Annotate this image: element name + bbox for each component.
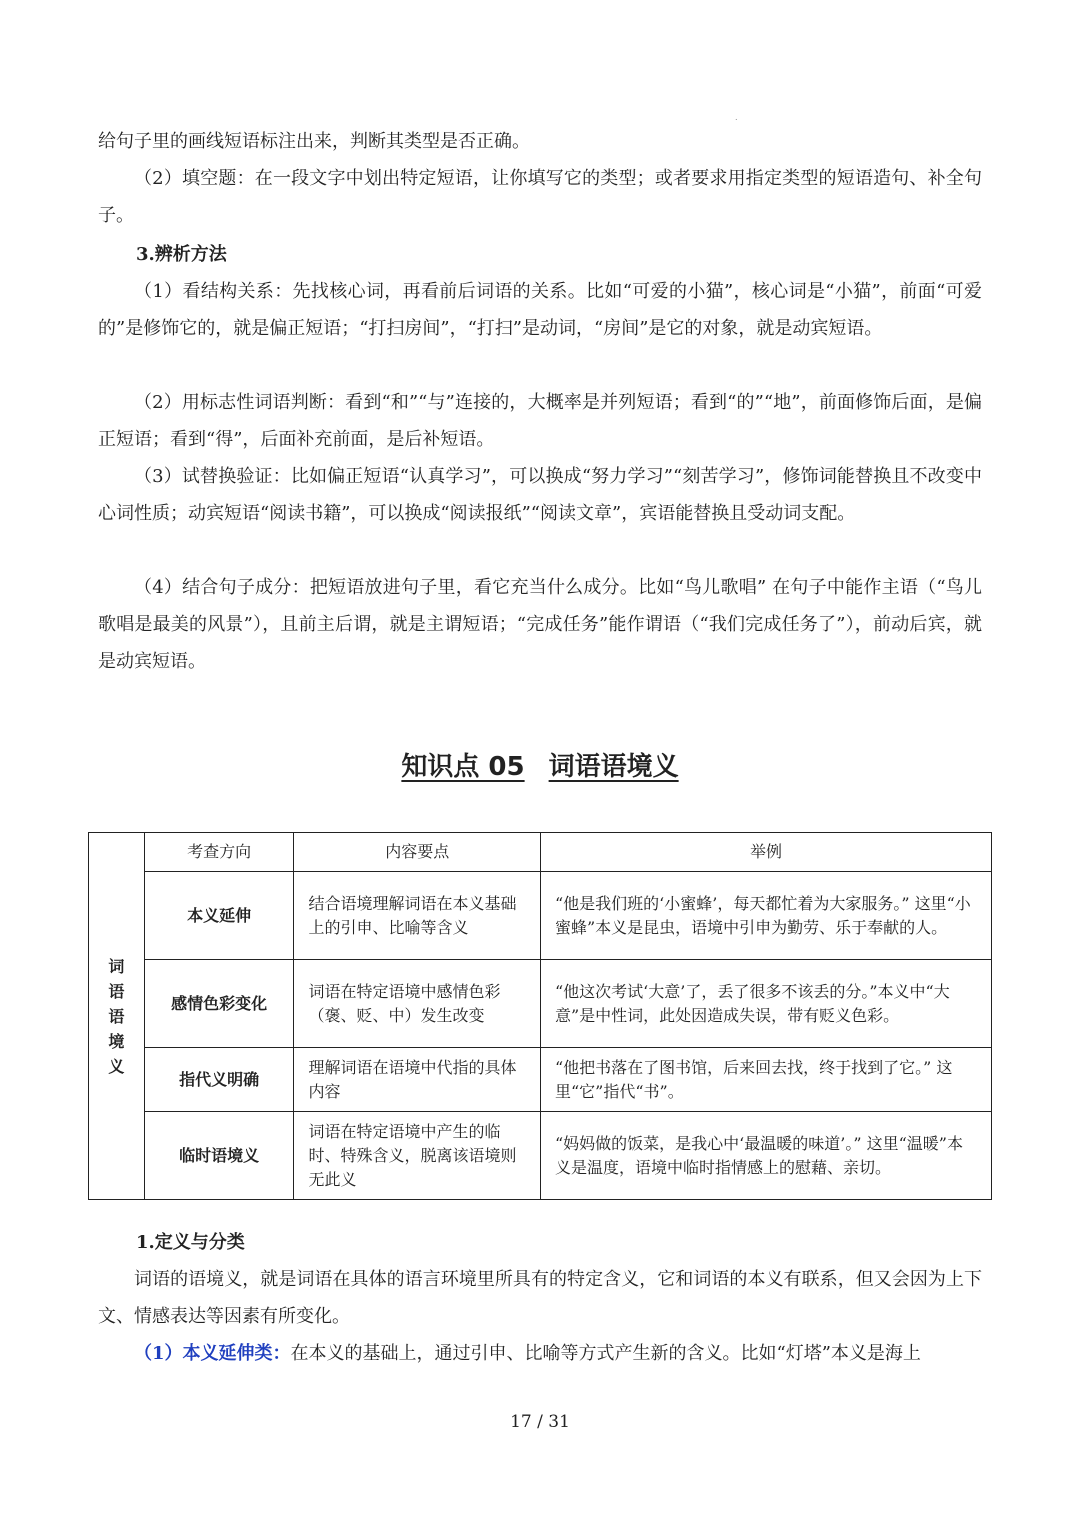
section-label: 知识点 05 [401,752,525,782]
row-points: 结合语境理解词语在本义基础上的引申、比喻等含义 [294,872,541,960]
row-points: 词语在特定语境中感情色彩（褒、贬、中）发生改变 [294,960,541,1048]
paragraph-extension-type [98,1335,982,1372]
row-example: “妈妈做的饭菜，是我心中‘最温暖的味道’。” 这里“温暖”本义是温度，语境中临时指情感上的慰藉、亲切。 [540,1112,991,1200]
table-side-label: 词 语 语 境 义 [89,833,145,1200]
row-example: “他把书落在了图书馆，后来回去找，终于找到了它。” 这里“它”指代“书”。 [540,1048,991,1112]
table-row [89,1048,992,1112]
page-number: 17 / 31 [510,1412,570,1432]
table-row [89,1112,992,1200]
table-row [89,960,992,1048]
row-example: “他这次考试‘大意’了，丢了很多不该丢的分。”本义中“大意”是中性词，此处因造成失误，带有贬义色彩。 [540,960,991,1048]
table-header-points: 内容要点 [294,833,541,872]
extension-type-label: （1）本义延伸类： [134,1343,291,1364]
extension-type-text: 在本义的基础上，通过引申、比喻等方式产生新的含义。比如“灯塔”本义是海上 [290,1343,921,1364]
scan-dot: . [735,113,738,122]
table-header-row [89,833,992,872]
paragraph-marker-words: （2）用标志性词语判断：看到“和”“与”连接的，大概率是并列短语；看到“的”“地”，前面修饰后面，是偏正短语；看到“得”，后面补充前面，是后补短语。 [98,392,982,450]
row-direction: 指代义明确 [144,1048,294,1112]
paragraph-sentence-role: （4）结合句子成分：把短语放进句子里，看它充当什么成分。比如“鸟儿歌唱” 在句子中能作主语（“鸟儿歌唱是最美的风景”），且前主后谓，就是主谓短语；“完成任务”能作谓语（“我们完成任务了”），前动后宾，就是动宾短语。 [98,577,982,672]
section-name: 词语语境义 [548,752,679,782]
paragraph-continued: 给句子里的画线短语标注出来，判断其类型是否正确。 [98,131,530,152]
knowledge-table [88,832,992,1200]
heading-definition: 1.定义与分类 [136,1232,245,1253]
paragraph-structure: （1）看结构关系：先找核心词，再看前后词语的关系。比如“可爱的小猫”，核心词是“小猫”，前面“可爱的”是修饰它的，就是偏正短语；“打扫房间”，“打扫”是动词，“房间”是它的对象，就是动宾短语。 [98,281,982,339]
row-points: 词语在特定语境中产生的临时、特殊含义，脱离该语境则无此义 [294,1112,541,1200]
paragraph-fill-blank: （2）填空题：在一段文字中划出特定短语，让你填写它的类型；或者要求用指定类型的短语造句、补全句子。 [98,168,982,226]
heading-analysis-method: 3.辨析方法 [136,244,227,265]
paragraph-substitution: （3）试替换验证：比如偏正短语“认真学习”，可以换成“努力学习”“刻苦学习”，修饰词能替换且不改变中心词性质；动宾短语“阅读书籍”，可以换成“阅读报纸”“阅读文章”，宾语能替换且受动词支配。 [98,466,982,524]
row-direction: 临时语境义 [144,1112,294,1200]
row-points: 理解词语在语境中代指的具体内容 [294,1048,541,1112]
table-row [89,872,992,960]
row-direction: 本义延伸 [144,872,294,960]
section-title [0,746,1080,783]
table-header-direction: 考查方向 [144,833,294,872]
row-direction: 感情色彩变化 [144,960,294,1048]
paragraph-definition: 词语的语境义，就是词语在具体的语言环境里所具有的特定含义，它和词语的本义有联系，但又会因为上下文、情感表达等因素有所变化。 [98,1269,982,1327]
table-header-example: 举例 [540,833,991,872]
row-example: “他是我们班的‘小蜜蜂’，每天都忙着为大家服务。” 这里“小蜜蜂”本义是昆虫，语境中引申为勤劳、乐于奉献的人。 [540,872,991,960]
